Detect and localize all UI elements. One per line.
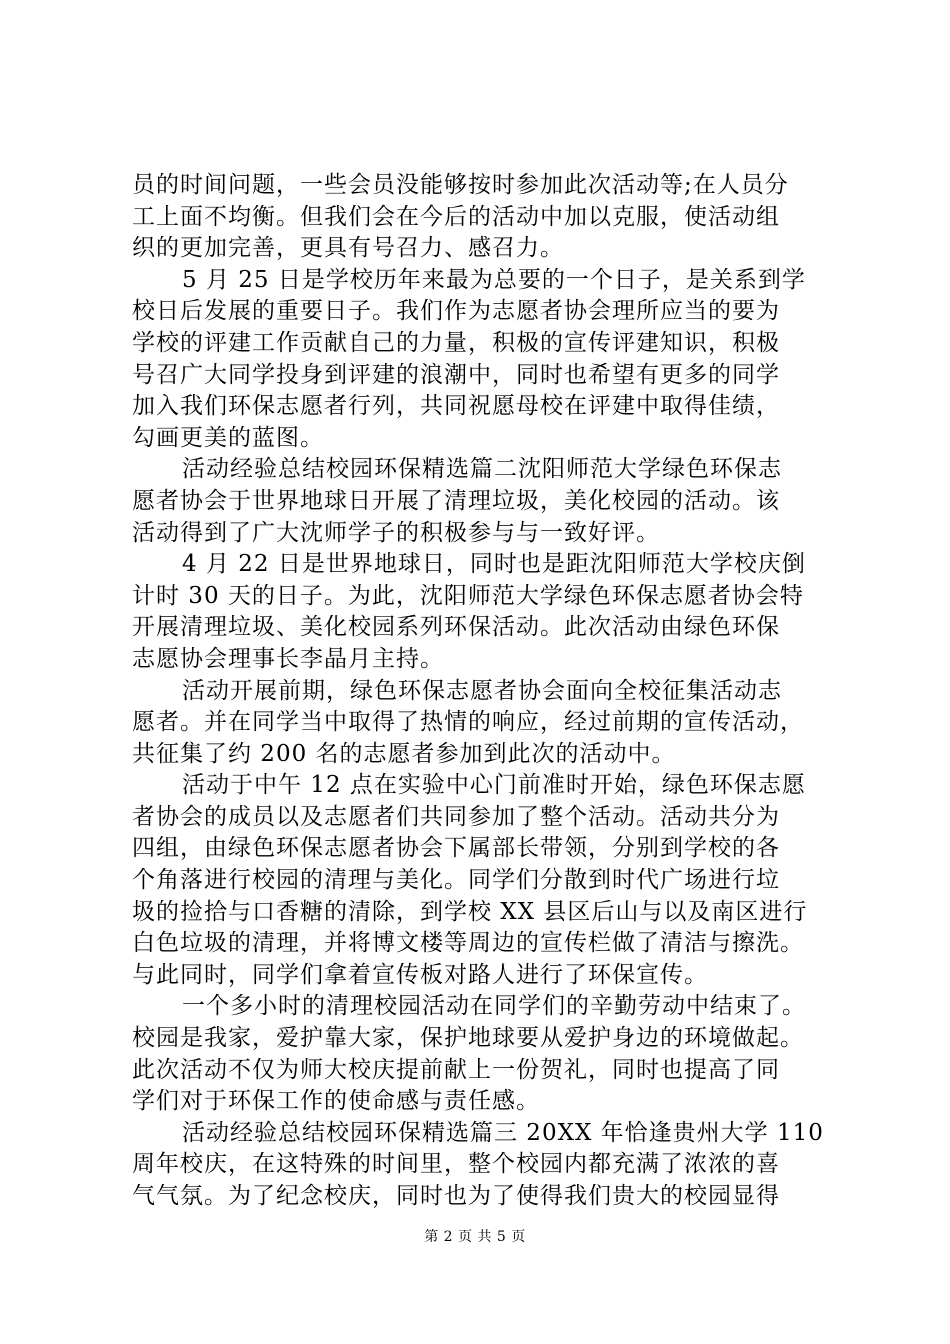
text-line: 开展清理垃圾、美化校园系列环保活动。此次活动由绿色环保 bbox=[132, 614, 780, 641]
text-line: 共征集了约 200 名的志愿者参加到此次的活动中。 bbox=[132, 740, 676, 767]
page-number-footer: 第 2 页 共 5 页 bbox=[424, 1229, 526, 1245]
text-line: 校园是我家，爱护靠大家，保护地球要从爱护身边的环境做起。 bbox=[132, 1025, 804, 1052]
text-line: 此次活动不仅为师大校庆提前献上一份贺礼，同时也提高了同 bbox=[132, 1056, 780, 1083]
text-line: 号召广大同学投身到评建的浪潮中，同时也希望有更多的同学 bbox=[132, 361, 780, 388]
text-line: 工上面不均衡。但我们会在今后的活动中加以克服，使活动组 bbox=[132, 203, 780, 230]
text-line: 志愿协会理事长李晶月主持。 bbox=[132, 645, 444, 672]
text-line: 5 月 25 日是学校历年来最为总要的一个日子，是关系到学 bbox=[182, 266, 806, 293]
text-line: 学们对于环保工作的使命感与责任感。 bbox=[132, 1088, 540, 1115]
text-line: 员的时间问题，一些会员没能够按时参加此次活动等;在人员分 bbox=[132, 172, 789, 198]
text-line: 愿者协会于世界地球日开展了清理垃圾，美化校园的活动。该 bbox=[132, 487, 780, 514]
text-line: 气气氛。为了纪念校庆，同时也为了使得我们贵大的校园显得 bbox=[132, 1183, 780, 1209]
text-line: 活动经验总结校园环保精选篇三 20XX 年恰逢贵州大学 110 bbox=[182, 1119, 824, 1146]
text-line: 个角落进行校园的清理与美化。同学们分散到时代广场进行垃 bbox=[132, 867, 780, 894]
text-line: 计时 30 天的日子。为此，沈阳师范大学绿色环保志愿者协会特 bbox=[132, 582, 804, 609]
text-line: 活动经验总结校园环保精选篇二沈阳师范大学绿色环保志 bbox=[182, 456, 782, 483]
text-line: 者协会的成员以及志愿者们共同参加了整个活动。活动共分为 bbox=[132, 803, 780, 830]
text-line: 勾画更美的蓝图。 bbox=[132, 424, 324, 451]
text-line: 四组，由绿色环保志愿者协会下属部长带领，分别到学校的各 bbox=[132, 835, 780, 862]
text-line: 与此同时，同学们拿着宣传板对路人进行了环保宣传。 bbox=[132, 961, 708, 988]
text-line: 活动开展前期，绿色环保志愿者协会面向全校征集活动志 bbox=[182, 677, 782, 704]
text-line: 白色垃圾的清理，并将博文楼等周边的宣传栏做了清洁与擦洗。 bbox=[132, 930, 804, 957]
text-line: 一个多小时的清理校园活动在同学们的辛勤劳动中结束了。 bbox=[182, 993, 806, 1020]
text-line: 校日后发展的重要日子。我们作为志愿者协会理所应当的要为 bbox=[132, 298, 780, 325]
text-line: 织的更加完善，更具有号召力、感召力。 bbox=[132, 235, 564, 262]
text-line: 学校的评建工作贡献自己的力量，积极的宣传评建知识，积极 bbox=[132, 329, 780, 356]
text-line: 4 月 22 日是世界地球日，同时也是距沈阳师范大学校庆倒 bbox=[182, 551, 806, 578]
document-body bbox=[132, 170, 832, 1213]
text-line: 加入我们环保志愿者行列，共同祝愿母校在评建中取得佳绩， bbox=[132, 393, 780, 420]
text-line: 周年校庆，在这特殊的时间里，整个校园内都充满了浓浓的喜 bbox=[132, 1151, 780, 1178]
text-line: 活动于中午 12 点在实验中心门前准时开始，绿色环保志愿 bbox=[182, 772, 806, 799]
text-line: 圾的捡拾与口香糖的清除，到学校 XX 县区后山与以及南区进行 bbox=[132, 898, 808, 925]
text-line: 活动得到了广大沈师学子的积极参与与一致好评。 bbox=[132, 519, 660, 546]
text-line: 愿者。并在同学当中取得了热情的响应，经过前期的宣传活动， bbox=[132, 709, 804, 736]
